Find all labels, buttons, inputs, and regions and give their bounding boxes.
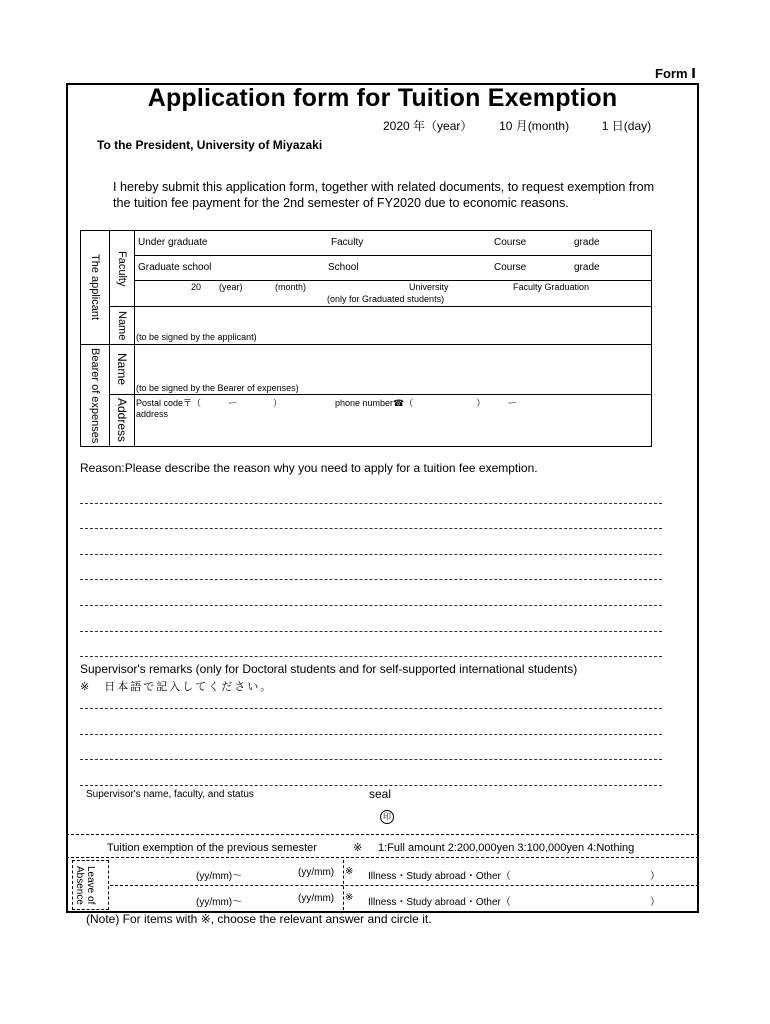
supervisor-line[interactable] xyxy=(80,708,662,709)
grade-text-2: grade xyxy=(574,262,600,273)
address-label: Address xyxy=(110,395,135,447)
reason-prompt: Reason:Please describe the reason why you need to apply for a tuition fee exemption. xyxy=(80,461,538,475)
reason-line[interactable] xyxy=(80,503,662,504)
form-title: Application form for Tuition Exemption xyxy=(147,84,618,112)
month-text: (month) xyxy=(275,282,307,292)
bearer-name-field[interactable] xyxy=(135,345,652,395)
bottom-section-divider xyxy=(66,834,699,835)
previous-exemption-label: Tuition exemption of the previous semester xyxy=(107,842,317,854)
faculty-graduation-text: Faculty Graduation xyxy=(513,282,590,292)
year-text: (year) xyxy=(219,282,243,292)
leave-close-2: ） xyxy=(650,897,660,908)
reason-line[interactable] xyxy=(80,579,662,580)
leave-from-2[interactable]: (yy/mm)～ xyxy=(196,897,243,908)
divider xyxy=(343,860,344,910)
leave-label: Leave of Absence xyxy=(74,865,96,905)
yr-prefix: 20 xyxy=(191,282,202,292)
divider xyxy=(110,885,699,886)
japanese-note: ※ 日本語で記入してください。 xyxy=(80,681,274,693)
course-text-2: Course xyxy=(494,262,527,273)
phone-number: phone number☎（ ） ー xyxy=(335,398,517,408)
leave-close-1: ） xyxy=(650,871,660,882)
faculty-label: Faculty xyxy=(110,231,135,307)
divider xyxy=(66,857,699,858)
reason-line[interactable] xyxy=(80,656,662,657)
seal-mark-icon: 印 xyxy=(380,810,394,824)
address-text: address xyxy=(136,409,169,419)
graduation-row[interactable] xyxy=(135,281,652,307)
applicant-name-field[interactable] xyxy=(135,307,652,345)
grad-school-label: Graduate school xyxy=(138,262,212,273)
grad-school-row[interactable] xyxy=(135,256,652,281)
only-grad-note: (only for Graduated students) xyxy=(327,294,445,304)
supervisor-line[interactable] xyxy=(80,734,662,735)
seal-label: seal xyxy=(369,787,392,801)
intro-paragraph: I hereby submit this application form, together with related documents, to request exemption from the tuition fee payment for the 2nd semester of FY2020 due to economic reasons. xyxy=(113,180,655,210)
leave-mark-1: ※ xyxy=(345,866,354,877)
undergrad-label: Under graduate xyxy=(138,237,208,248)
signed-applicant-note: (to be signed by the applicant) xyxy=(136,332,257,342)
previous-mark: ※ xyxy=(353,842,363,854)
leave-from-1[interactable]: (yy/mm)～ xyxy=(196,871,243,882)
date-day: 1 日(day) xyxy=(601,119,652,133)
reason-line[interactable] xyxy=(80,605,662,606)
leave-to-2[interactable]: (yy/mm) xyxy=(298,893,335,904)
leave-mark-2: ※ xyxy=(345,892,354,903)
previous-options[interactable]: 1:Full amount 2:200,000yen 3:100,000yen 4:Nothing xyxy=(378,842,635,854)
supervisor-line[interactable] xyxy=(80,785,662,786)
reason-line[interactable] xyxy=(80,554,662,555)
leave-to-1[interactable]: (yy/mm) xyxy=(298,867,335,878)
supervisor-remarks-label: Supervisor's remarks (only for Doctoral students and for self-supported international students) xyxy=(80,662,578,676)
date-month: 10 月(month) xyxy=(499,119,570,133)
leave-options-1[interactable]: Illness・Study abroad・Other（ xyxy=(368,871,511,882)
faculty-text: Faculty xyxy=(331,237,364,248)
date-line xyxy=(383,117,651,134)
supervisor-name-label: Supervisor's name, faculty, and status xyxy=(86,789,254,800)
date-year: 2020 年（year） xyxy=(383,119,473,133)
postal-code: Postal code〒（ ー ） xyxy=(136,398,283,408)
university-text: University xyxy=(409,282,449,292)
bearer-name-label: Name xyxy=(110,345,135,395)
note: (Note) For items with ※, choose the relevant answer and circle it. xyxy=(86,912,432,926)
applicant-label: The applicant xyxy=(81,231,110,345)
addressee: To the President, University of Miyazaki xyxy=(97,138,323,152)
supervisor-line[interactable] xyxy=(80,759,662,760)
undergrad-row[interactable] xyxy=(135,231,652,256)
bearer-label: Bearer of expenses xyxy=(81,345,110,447)
address-field[interactable] xyxy=(135,395,652,447)
reason-line[interactable] xyxy=(80,528,662,529)
applicant-name-label: Name xyxy=(110,307,135,345)
course-text: Course xyxy=(494,237,527,248)
signed-bearer-note: (to be signed by the Bearer of expenses) xyxy=(136,383,299,393)
reason-line[interactable] xyxy=(80,631,662,632)
leave-options-2[interactable]: Illness・Study abroad・Other（ xyxy=(368,897,511,908)
grade-text: grade xyxy=(574,237,600,248)
form-id: Form Ⅰ xyxy=(655,66,696,81)
applicant-table xyxy=(80,230,652,447)
school-text: School xyxy=(328,262,359,273)
